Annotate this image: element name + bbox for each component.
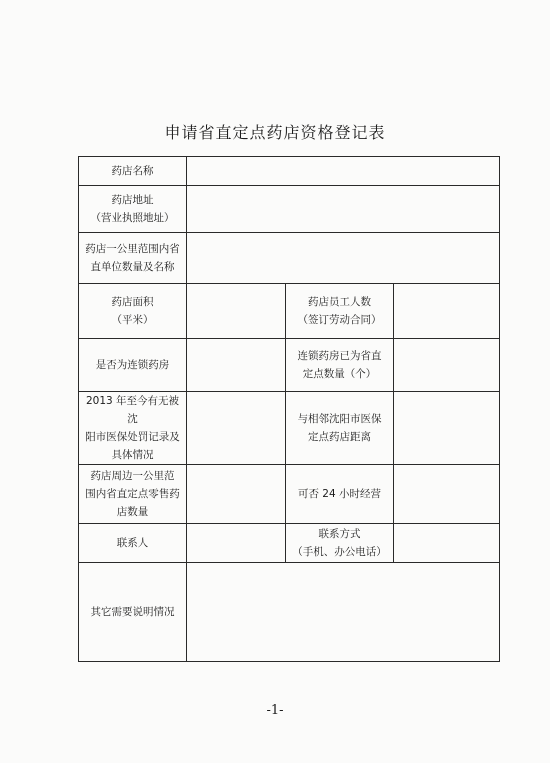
row-store-name: [79, 157, 500, 186]
distance-label-line1: 与相邻沈阳市医保: [297, 413, 382, 425]
penalty-record-label: [79, 392, 187, 465]
chain-count-field[interactable]: [394, 339, 500, 392]
row-penalty-distance: [79, 392, 500, 465]
penalty-record-label-line1: 2013 年至今有无被沈: [85, 395, 180, 425]
row-other-notes: [79, 563, 500, 662]
nearby-retail-label-line3: 店数量: [116, 506, 149, 518]
is-chain-field[interactable]: [187, 339, 286, 392]
nearby-retail-label: [79, 465, 187, 524]
contact-person-label: 联系人: [79, 524, 187, 563]
distance-label: [286, 392, 394, 465]
registration-form-table: [78, 156, 500, 662]
other-notes-field[interactable]: [187, 563, 500, 662]
store-area-label-line1: 药店面积: [111, 296, 154, 308]
contact-method-label: [286, 524, 394, 563]
nearby-retail-field[interactable]: [187, 465, 286, 524]
other-notes-label: 其它需要说明情况: [79, 563, 187, 662]
store-name-field[interactable]: [187, 157, 500, 186]
form-title: 申请省直定点药店资格登记表: [164, 123, 386, 142]
contact-method-label-line1: 联系方式: [318, 528, 361, 540]
penalty-record-label-line3: 具体情况: [111, 449, 154, 461]
distance-field[interactable]: [394, 392, 500, 465]
staff-count-label-line1: 药店员工人数: [308, 296, 371, 308]
contact-person-field[interactable]: [187, 524, 286, 563]
nearby-retail-label-line1: 药店周边一公里范: [90, 470, 175, 482]
row-store-address: [79, 186, 500, 233]
row-retail-24h: [79, 465, 500, 524]
store-address-field[interactable]: [187, 186, 500, 233]
nearby-units-label-line1: 药店一公里范围内省: [85, 243, 180, 255]
is-chain-label: 是否为连锁药房: [79, 339, 187, 392]
nearby-units-label-line2: 直单位数量及名称: [90, 261, 175, 273]
nearby-units-field[interactable]: [187, 233, 500, 284]
row-nearby-units: [79, 233, 500, 284]
store-area-label-line2: （平米）: [111, 314, 154, 326]
page-number: -1-: [266, 703, 284, 718]
row-chain: [79, 339, 500, 392]
store-area-field[interactable]: [187, 284, 286, 339]
store-name-label: 药店名称: [79, 157, 187, 186]
distance-label-line2: 定点药店距离: [308, 431, 371, 443]
row-contact: [79, 524, 500, 563]
open-24h-label: 可否 24 小时经营: [286, 465, 394, 524]
staff-count-label: [286, 284, 394, 339]
penalty-record-field[interactable]: [187, 392, 286, 465]
store-address-label-line1: 药店地址: [111, 194, 154, 206]
row-area-staff: [79, 284, 500, 339]
nearby-units-label: [79, 233, 187, 284]
chain-count-label-line2: 定点数量（个）: [302, 368, 377, 380]
penalty-record-label-line2: 阳市医保处罚记录及: [85, 431, 180, 443]
chain-count-label: [286, 339, 394, 392]
store-area-label: [79, 284, 187, 339]
chain-count-label-line1: 连锁药房已为省直: [297, 350, 382, 362]
contact-method-label-line2: （手机、办公电话）: [292, 546, 387, 558]
contact-method-field[interactable]: [394, 524, 500, 563]
store-address-label: [79, 186, 187, 233]
store-address-label-line2: （营业执照地址）: [90, 212, 175, 224]
staff-count-label-line2: （签订劳动合同）: [297, 314, 382, 326]
nearby-retail-label-line2: 围内省直定点零售药: [85, 488, 180, 500]
open-24h-field[interactable]: [394, 465, 500, 524]
staff-count-field[interactable]: [394, 284, 500, 339]
